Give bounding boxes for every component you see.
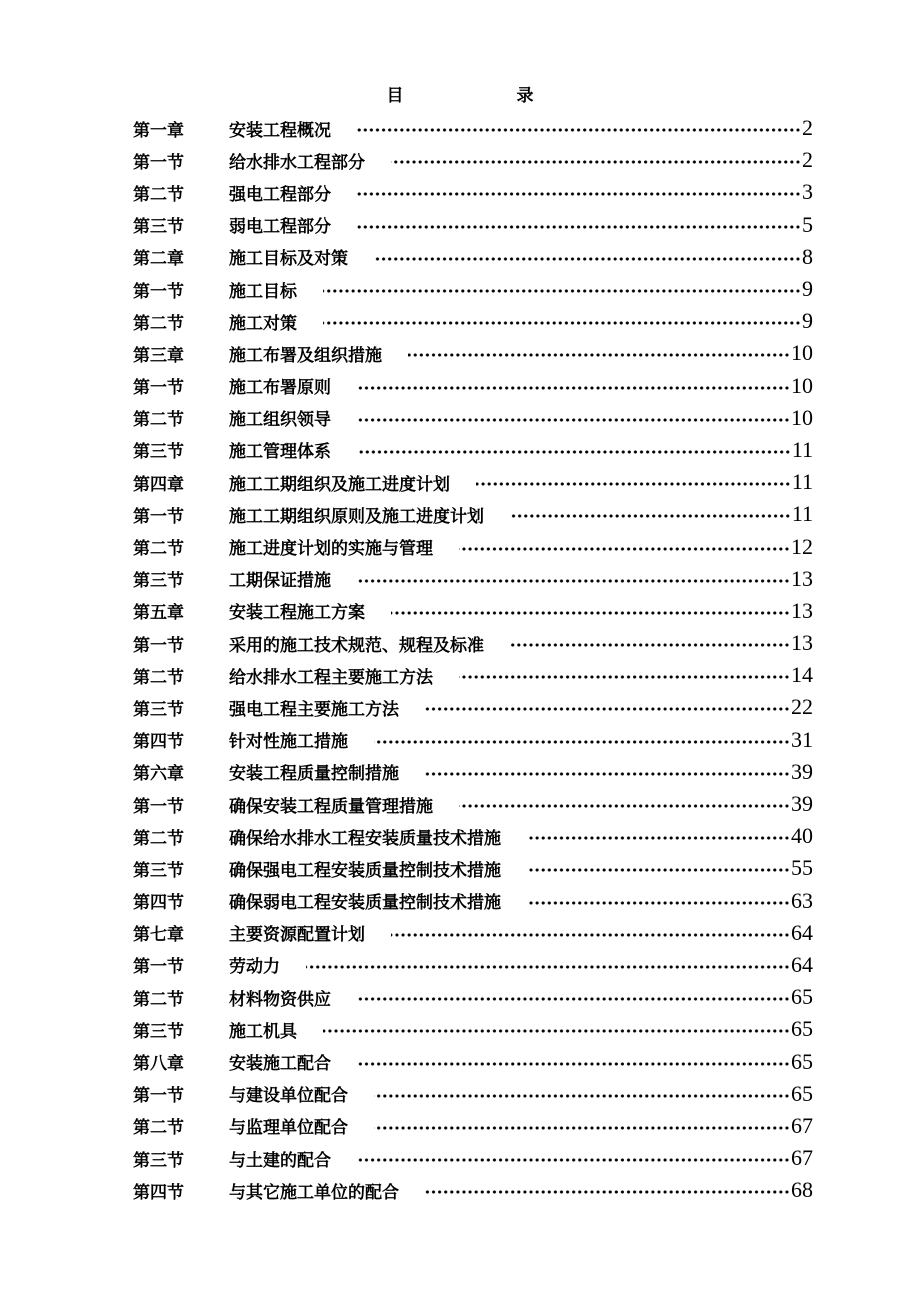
toc-entry: [133, 981, 813, 1013]
dot-leader: [357, 192, 801, 196]
toc-entry-title: 确保强电工程安装质量控制技术措施: [229, 860, 501, 881]
toc-entry-title: 工期保证措施: [229, 571, 331, 592]
toc-entry-number: 第二章: [133, 249, 184, 270]
toc-entry-title: 施工机具: [229, 1021, 297, 1042]
toc-entry-number: 第三节: [133, 442, 184, 463]
toc-entry-title: 安装工程概况: [229, 120, 331, 141]
dot-leader: [425, 772, 790, 776]
toc-entry-title: 施工目标及对策: [229, 249, 348, 270]
toc-entry-title: 劳动力: [229, 957, 280, 978]
toc-entry-number: 第二节: [133, 989, 184, 1010]
toc-entry-number: 第一节: [133, 281, 184, 302]
toc-entry-number: 第一节: [133, 152, 184, 173]
toc-entry: [133, 1078, 813, 1110]
toc-entry-title: 强电工程部分: [229, 184, 331, 205]
toc-entry: [133, 144, 813, 176]
toc-entry-page: 11: [791, 436, 813, 462]
dot-leader: [323, 289, 801, 293]
toc-entry-number: 第四节: [133, 732, 184, 753]
toc-entry-number: 第三节: [133, 217, 184, 238]
toc-entry-page: 13: [791, 597, 813, 623]
toc-entry-number: 第三节: [133, 860, 184, 881]
toc-title: 目 录: [386, 86, 582, 106]
toc-entry-title: 强电工程主要施工方法: [229, 699, 399, 720]
toc-entry-page: 9: [802, 308, 813, 334]
dot-leader: [357, 225, 801, 229]
dot-leader: [357, 579, 790, 583]
toc-entry-page: 2: [802, 147, 813, 173]
toc-entry-title: 施工进度计划的实施与管理: [229, 539, 433, 560]
toc-entry-page: 8: [802, 243, 813, 269]
toc-entry: [133, 370, 813, 402]
dot-leader: [527, 868, 790, 872]
toc-entry-number: 第二节: [133, 313, 184, 334]
toc-entry-page: 64: [791, 919, 813, 945]
toc-entry-page: 65: [791, 1016, 813, 1042]
toc-entry-title: 施工工期组织及施工进度计划: [229, 474, 450, 495]
toc-entry-number: 第三章: [133, 345, 184, 366]
toc-entry: [133, 1142, 813, 1174]
toc-entry-number: 第四章: [133, 474, 184, 495]
toc-entry-page: 65: [791, 1080, 813, 1106]
toc-entry: [133, 595, 813, 627]
dot-leader: [374, 1126, 790, 1130]
toc-entry: [133, 788, 813, 820]
toc-entry: [133, 691, 813, 723]
toc-entry-number: 第一节: [133, 957, 184, 978]
toc-entry-title: 安装工程施工方案: [229, 603, 365, 624]
toc-entry-page: 13: [791, 565, 813, 591]
toc-entry-number: 第四节: [133, 893, 184, 914]
toc-entry-number: 第二节: [133, 410, 184, 431]
toc-entry-title: 施工管理体系: [229, 442, 331, 463]
toc-entry: [133, 434, 813, 466]
toc-entry-title: 与建设单位配合: [229, 1086, 348, 1107]
dot-leader: [391, 160, 801, 164]
toc-entry-title: 施工组织领导: [229, 410, 331, 431]
toc-entry-page: 10: [791, 340, 813, 366]
toc-entry-number: 第一节: [133, 796, 184, 817]
dot-leader: [391, 611, 790, 615]
toc-entry: [133, 337, 813, 369]
toc-entry-title: 安装工程质量控制措施: [229, 764, 399, 785]
toc-entry-page: 64: [791, 951, 813, 977]
toc-entry-title: 施工目标: [229, 281, 297, 302]
toc-entry-page: 67: [791, 1112, 813, 1138]
toc-entry-page: 65: [791, 984, 813, 1010]
toc-entry-page: 14: [791, 662, 813, 688]
dot-leader: [357, 450, 791, 454]
toc-entry-title: 确保安装工程质量管理措施: [229, 796, 433, 817]
toc-entry: [133, 273, 813, 305]
toc-entry-number: 第一节: [133, 635, 184, 656]
toc-entry-number: 第二节: [133, 539, 184, 560]
dot-leader: [391, 933, 790, 937]
toc-entry: [133, 949, 813, 981]
toc-entry: [133, 1045, 813, 1077]
toc-entry: [133, 659, 813, 691]
toc-entry-number: 第四节: [133, 1182, 184, 1203]
dot-leader: [323, 1029, 790, 1033]
toc-entry-title: 施工布署原则: [229, 378, 331, 399]
toc-entry: [133, 209, 813, 241]
toc-entry: [133, 402, 813, 434]
toc-entry-page: 39: [791, 758, 813, 784]
toc-entry: [133, 1110, 813, 1142]
toc-entry-number: 第八章: [133, 1054, 184, 1075]
toc-entry-page: 67: [791, 1145, 813, 1171]
toc-entry-title: 施工布署及组织措施: [229, 345, 382, 366]
toc-entry-title: 安装施工配合: [229, 1054, 331, 1075]
toc-entry-title: 与其它施工单位的配合: [229, 1182, 399, 1203]
dot-leader: [357, 128, 801, 132]
dot-leader: [527, 836, 790, 840]
toc-entry-number: 第一节: [133, 378, 184, 399]
toc-entry: [133, 756, 813, 788]
toc-entry-title: 采用的施工技术规范、规程及标准: [229, 635, 484, 656]
toc-entry: [133, 1013, 813, 1045]
toc-entry: [133, 498, 813, 530]
toc-entry-title: 主要资源配置计划: [229, 925, 365, 946]
toc-entry-title: 针对性施工措施: [229, 732, 348, 753]
toc-entry-page: 10: [791, 372, 813, 398]
toc-entry: [133, 530, 813, 562]
dot-leader: [357, 386, 790, 390]
toc-entry-number: 第三节: [133, 571, 184, 592]
toc-entry: [133, 112, 813, 144]
toc-entry: [133, 466, 813, 498]
toc-entry-page: 68: [791, 1177, 813, 1203]
toc-entry-number: 第一节: [133, 506, 184, 527]
toc-entry: [133, 241, 813, 273]
dot-leader: [408, 353, 790, 357]
toc-entry-page: 10: [791, 404, 813, 430]
toc-entry-title: 材料物资供应: [229, 989, 331, 1010]
toc-entry-page: 63: [791, 887, 813, 913]
toc-entry: [133, 563, 813, 595]
toc-entry-page: 12: [791, 533, 813, 559]
toc-entry-page: 2: [802, 115, 813, 141]
toc-entry-number: 第二节: [133, 1118, 184, 1139]
toc-entry: [133, 627, 813, 659]
toc-entry: [133, 1174, 813, 1206]
dot-leader: [323, 321, 801, 325]
toc-entry-number: 第二节: [133, 828, 184, 849]
toc-entry-number: 第三节: [133, 699, 184, 720]
toc-entry-number: 第六章: [133, 764, 184, 785]
dot-leader: [374, 257, 801, 261]
dot-leader: [425, 707, 790, 711]
toc-entry-page: 40: [791, 823, 813, 849]
toc-entry-title: 施工对策: [229, 313, 297, 334]
dot-leader: [374, 740, 790, 744]
dot-leader: [459, 675, 790, 679]
toc-entry-number: 第七章: [133, 925, 184, 946]
toc-entry: [133, 885, 813, 917]
toc-entry-number: 第一章: [133, 120, 184, 141]
toc-entry-page: 39: [791, 791, 813, 817]
dot-leader: [357, 418, 790, 422]
toc-entry-number: 第一节: [133, 1086, 184, 1107]
toc-entry-title: 给水排水工程主要施工方法: [229, 667, 433, 688]
toc-entry-page: 65: [791, 1048, 813, 1074]
toc-entry-page: 13: [791, 630, 813, 656]
toc-entry-page: 55: [791, 855, 813, 881]
toc-entry-number: 第三节: [133, 1021, 184, 1042]
toc-entry-page: 11: [791, 469, 813, 495]
toc-entry-page: 22: [791, 694, 813, 720]
dot-leader: [476, 482, 791, 486]
toc-entry-page: 31: [791, 726, 813, 752]
dot-leader: [459, 804, 790, 808]
dot-leader: [306, 965, 790, 969]
toc-entry: [133, 820, 813, 852]
toc-entry: [133, 176, 813, 208]
toc-entry-page: 9: [802, 276, 813, 302]
toc-entry-title: 确保给水排水工程安装质量技术措施: [229, 828, 501, 849]
toc-entry: [133, 305, 813, 337]
toc-entry: [133, 917, 813, 949]
toc-entry-page: 11: [791, 501, 813, 527]
toc-list: [133, 112, 813, 1206]
dot-leader: [459, 547, 790, 551]
dot-leader: [510, 514, 791, 518]
dot-leader: [425, 1190, 790, 1194]
toc-entry-title: 弱电工程部分: [229, 217, 331, 238]
dot-leader: [510, 643, 790, 647]
toc-entry-title: 与监理单位配合: [229, 1118, 348, 1139]
toc-entry-number: 第五章: [133, 603, 184, 624]
toc-entry-title: 给水排水工程部分: [229, 152, 365, 173]
toc-entry: [133, 724, 813, 756]
toc-entry-number: 第二节: [133, 184, 184, 205]
toc-entry: [133, 852, 813, 884]
toc-entry-page: 3: [802, 179, 813, 205]
toc-entry-page: 5: [802, 211, 813, 237]
toc-entry-title: 确保弱电工程安装质量控制技术措施: [229, 893, 501, 914]
toc-entry-title: 施工工期组织原则及施工进度计划: [229, 506, 484, 527]
dot-leader: [527, 901, 790, 905]
dot-leader: [357, 1158, 790, 1162]
toc-entry-number: 第三节: [133, 1150, 184, 1171]
dot-leader: [374, 1094, 790, 1098]
toc-entry-number: 第二节: [133, 667, 184, 688]
toc-entry-title: 与土建的配合: [229, 1150, 331, 1171]
dot-leader: [357, 1062, 790, 1066]
dot-leader: [357, 997, 790, 1001]
